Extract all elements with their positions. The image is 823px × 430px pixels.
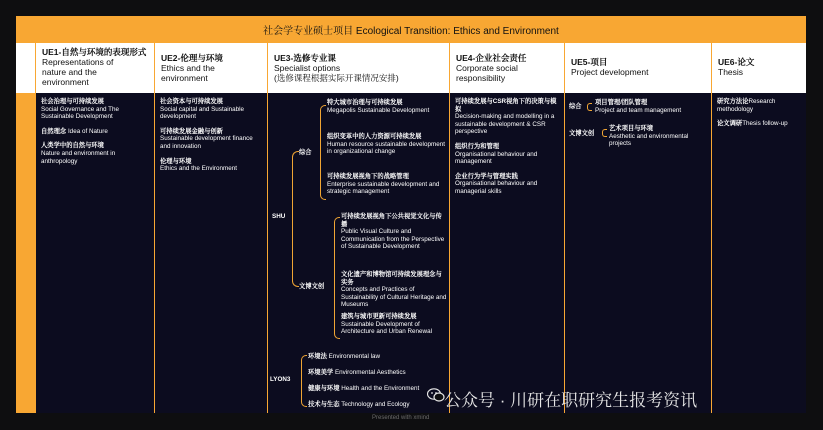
course-item: 可持续发展与CSR视角下的决策与模拟 Decision-making and modelling in a sustainable development & CSR perspective (455, 98, 557, 136)
course-item: 文化遗产和博物馆可持续发展理念与实务 Concepts and Practices of Sustainability of Cultural Heritage and Museums (341, 271, 447, 309)
course-item: 论文调研Thesis follow-up (717, 120, 788, 128)
shu-bracket (292, 151, 299, 287)
group-zonghe-label: 综合 (299, 149, 312, 156)
course-item: 研究方法论Research methodology (717, 98, 776, 113)
course-item: 健康与环境 Health and the Environment (308, 385, 420, 392)
course-item: 艺术项目与环境 Aesthetic and environmental projects (609, 125, 689, 148)
lyon3-bracket (301, 355, 307, 407)
zonghe-bracket (320, 105, 326, 200)
course-item: 社会治理与可持续发展 Social Governance and The Sustainable Development (41, 98, 119, 121)
course-item: 建筑与城市更新可持续发展 Sustainable Development of Architecture and Urban Renewal (341, 313, 433, 336)
column-ue5 (564, 43, 711, 413)
course-item: 环境法 Environmental law (308, 353, 381, 360)
group-wenbo-label: 文博文创 (299, 283, 325, 290)
column-ue2-header: UE2-伦理与环境 Ethics and the environment (154, 43, 267, 93)
ue5-label-wenbo: 文博文创 (569, 130, 595, 137)
course-item: 技术与生态 Technology and Ecology (308, 401, 410, 408)
diagram-title: 社会学专业硕士项目 Ecological Transition: Ethics and Environment (263, 26, 559, 37)
column-ue3 (267, 43, 449, 413)
course-item: 项目管理/团队管理 Project and team management (595, 99, 682, 114)
wechat-icon (427, 388, 445, 402)
course-item: 特大城市治理与可持续发展 Megapolis Sustainable Development (327, 99, 430, 114)
course-item: 人类学中的自然与环境 Nature and environment in anthropology (41, 142, 116, 165)
column-ue5-header: UE5-项目 Project development (564, 43, 711, 93)
column-ue4-header: UE4-企业社会责任 Corporate social responsibility (449, 43, 564, 93)
course-item: 环境美学 Environmental Aesthetics (308, 369, 406, 376)
column-ue3-header: UE3-选修专业课 Specialist options (选修课程根据实际开课情况安排) (267, 43, 449, 93)
course-item: 伦理与环境 Ethics and the Environment (160, 157, 238, 173)
ue5-bracket-a (587, 103, 592, 111)
course-item: 可持续发展视角下公共视觉文化与传播 Public Visual Culture and Communication from the Perspective of Sustainable Development (341, 213, 445, 251)
column-ue6-body (711, 93, 806, 413)
column-ue6 (711, 43, 806, 413)
course-item: 组织行为和管理 Organisational behaviour and management (455, 142, 538, 166)
column-ue3-body (267, 93, 449, 413)
column-ue1-header: UE1-自然与环境的表现形式 Representations of nature and the environment (35, 43, 154, 93)
column-ue4 (449, 43, 564, 413)
presented-with-text: Presented with xmind (372, 415, 430, 421)
column-ue5-body (564, 93, 711, 413)
wenbo-bracket (334, 217, 340, 339)
shu-label: SHU (272, 213, 286, 220)
course-item: 企业行为学与管理实践 Organisational behaviour and managerial skills (455, 172, 538, 195)
course-item: 可持续发展视角下的战略管理 Enterprise sustainable development and strategic management (327, 173, 440, 196)
lyon3-label: LYON3 (270, 376, 291, 383)
column-ue1 (35, 43, 154, 413)
column-ue4-body (449, 93, 564, 413)
watermark-text: 公众号 · 川研在职研究生报考资讯 (444, 391, 698, 410)
column-ue2 (154, 43, 267, 413)
ue5-bracket-b (602, 129, 607, 137)
ue5-label-zonghe: 综合 (569, 103, 582, 110)
course-item: 自然理念 Idea of Nature (41, 127, 108, 135)
column-ue6-header: UE6-论文 Thesis (711, 43, 806, 93)
course-item: 组织变革中的人力资源可持续发展 Human resource sustainable development in organizational change (327, 133, 445, 156)
column-ue2-body (154, 93, 267, 413)
column-ue1-body (35, 93, 154, 413)
course-item: 可持续发展金融与创新 Sustainable development finance and innovation (160, 127, 253, 150)
course-item: 社会资本与可持续发展 Social capital and Sustainable development (160, 98, 245, 121)
